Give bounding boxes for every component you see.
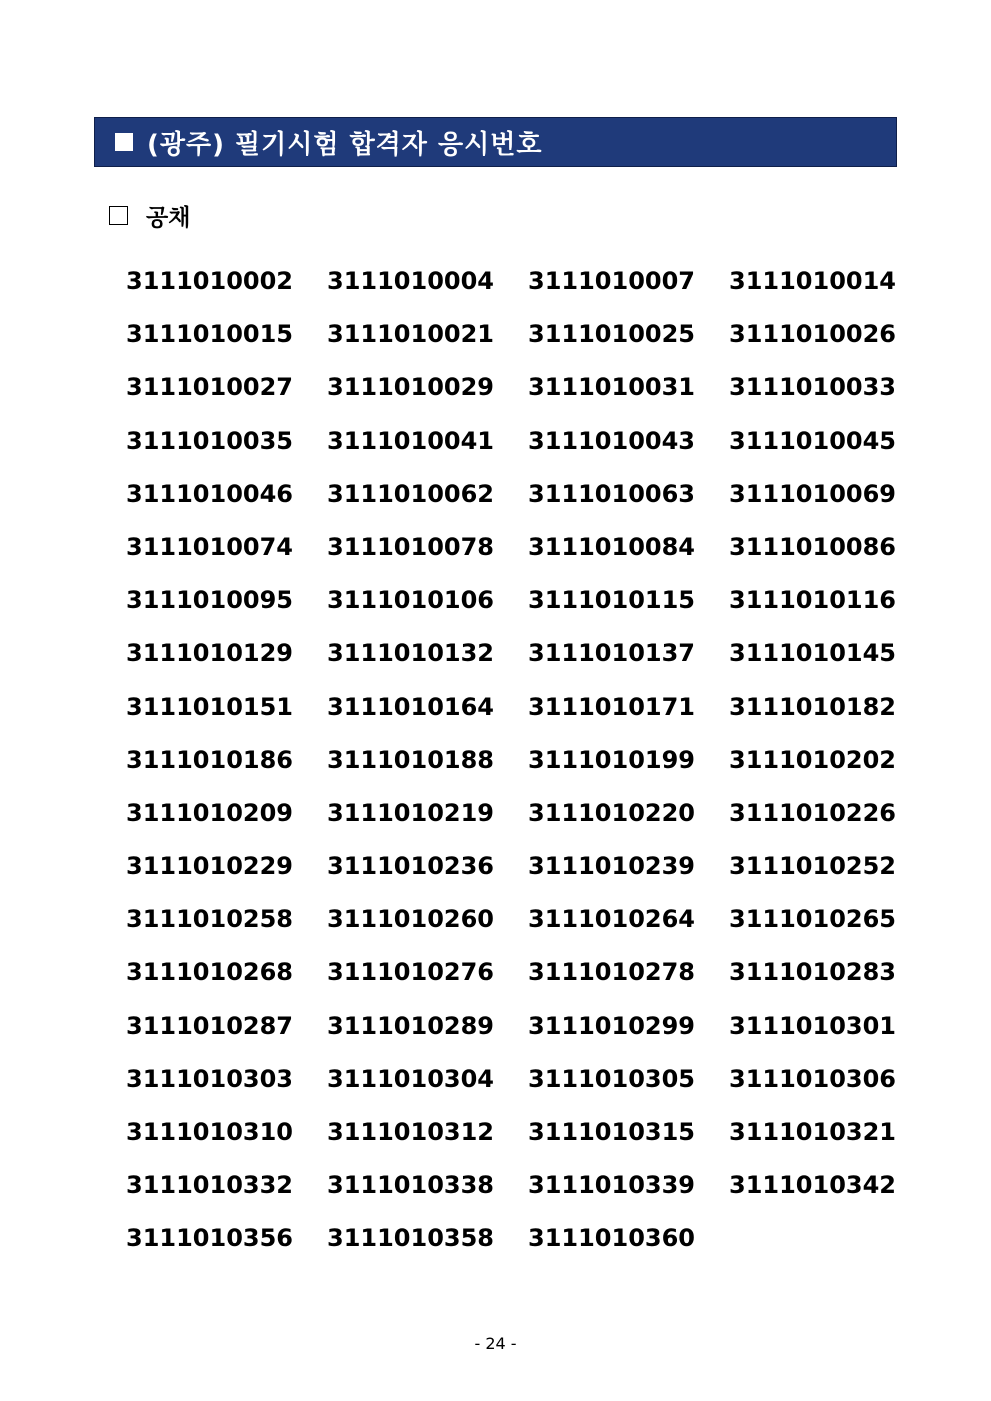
section-header-bar xyxy=(94,117,897,167)
applicant-number: 3111010115 xyxy=(528,586,695,615)
square-bullet-icon xyxy=(115,133,133,151)
applicant-number: 3111010095 xyxy=(126,586,293,615)
applicant-number: 3111010129 xyxy=(126,639,293,668)
applicant-number-grid xyxy=(126,262,896,1273)
applicant-number: 3111010046 xyxy=(126,479,293,508)
applicant-number: 3111010260 xyxy=(327,905,494,934)
applicant-number: 3111010145 xyxy=(729,639,896,668)
applicant-number: 3111010229 xyxy=(126,852,293,881)
applicant-number: 3111010312 xyxy=(327,1118,494,1146)
applicant-number: 3111010342 xyxy=(729,1171,896,1200)
applicant-number: 3111010188 xyxy=(327,745,494,774)
applicant-number: 3111010305 xyxy=(528,1064,695,1093)
applicant-number: 3111010021 xyxy=(327,320,494,349)
applicant-number: 3111010171 xyxy=(528,692,695,721)
applicant-number: 3111010025 xyxy=(528,320,695,349)
applicant-number: 3111010026 xyxy=(729,320,896,349)
applicant-number: 3111010356 xyxy=(126,1224,293,1253)
applicant-number: 3111010069 xyxy=(729,479,896,508)
applicant-number: 3111010306 xyxy=(729,1064,896,1093)
applicant-number: 3111010299 xyxy=(528,1011,695,1040)
applicant-number: 3111010265 xyxy=(729,905,896,934)
applicant-number: 3111010106 xyxy=(327,586,494,615)
applicant-number: 3111010358 xyxy=(327,1224,494,1253)
applicant-number: 3111010063 xyxy=(528,479,695,508)
applicant-number: 3111010031 xyxy=(528,373,695,402)
applicant-number: 3111010252 xyxy=(729,852,896,881)
applicant-number: 3111010239 xyxy=(528,852,695,881)
applicant-number: 3111010278 xyxy=(528,958,695,987)
applicant-number: 3111010041 xyxy=(327,426,494,455)
applicant-number: 3111010074 xyxy=(126,532,293,561)
applicant-number: 3111010360 xyxy=(528,1224,695,1253)
applicant-number: 3111010287 xyxy=(126,1011,293,1040)
applicant-number: 3111010321 xyxy=(729,1118,896,1146)
applicant-number: 3111010304 xyxy=(327,1064,494,1093)
applicant-number: 3111010132 xyxy=(327,639,494,668)
applicant-number: 3111010014 xyxy=(729,267,896,295)
applicant-number: 3111010209 xyxy=(126,798,293,827)
applicant-number: 3111010062 xyxy=(327,479,494,508)
applicant-number: 3111010015 xyxy=(126,320,293,349)
applicant-number: 3111010116 xyxy=(729,586,896,615)
applicant-number: 3111010043 xyxy=(528,426,695,455)
applicant-number: 3111010338 xyxy=(327,1171,494,1200)
applicant-number: 3111010151 xyxy=(126,692,293,721)
applicant-number: 3111010226 xyxy=(729,798,896,827)
applicant-number: 3111010007 xyxy=(528,267,695,295)
applicant-number: 3111010289 xyxy=(327,1011,494,1040)
applicant-number: 3111010164 xyxy=(327,692,494,721)
applicant-number: 3111010303 xyxy=(126,1064,293,1093)
applicant-number: 3111010301 xyxy=(729,1011,896,1040)
applicant-number: 3111010268 xyxy=(126,958,293,987)
applicant-number: 3111010332 xyxy=(126,1171,293,1200)
applicant-number: 3111010276 xyxy=(327,958,494,987)
subsection-label: 공채 xyxy=(146,205,191,231)
applicant-number: 3111010045 xyxy=(729,426,896,455)
applicant-number: 3111010033 xyxy=(729,373,896,402)
applicant-number: 3111010186 xyxy=(126,745,293,774)
subsection-heading xyxy=(109,199,190,232)
applicant-number: 3111010002 xyxy=(126,267,293,295)
applicant-number: 3111010199 xyxy=(528,745,695,774)
applicant-number: 3111010315 xyxy=(528,1118,695,1146)
page-number: - 24 - xyxy=(474,1334,517,1353)
applicant-number: 3111010310 xyxy=(126,1118,293,1146)
applicant-number: 3111010202 xyxy=(729,745,896,774)
applicant-number: 3111010004 xyxy=(327,267,494,295)
applicant-number: 3111010258 xyxy=(126,905,293,934)
applicant-number: 3111010035 xyxy=(126,426,293,455)
applicant-number: 3111010339 xyxy=(528,1171,695,1200)
applicant-number: 3111010027 xyxy=(126,373,293,402)
applicant-number: 3111010220 xyxy=(528,798,695,827)
applicant-number: 3111010236 xyxy=(327,852,494,881)
page-title: (광주) 필기시험 합격자 응시번호 xyxy=(147,129,543,160)
applicant-number: 3111010137 xyxy=(528,639,695,668)
applicant-number: 3111010078 xyxy=(327,532,494,561)
applicant-number: 3111010264 xyxy=(528,905,695,934)
applicant-number: 3111010182 xyxy=(729,692,896,721)
applicant-number: 3111010086 xyxy=(729,532,896,561)
applicant-number: 3111010219 xyxy=(327,798,494,827)
empty-square-icon xyxy=(109,206,128,225)
applicant-number: 3111010283 xyxy=(729,958,896,987)
applicant-number: 3111010029 xyxy=(327,373,494,402)
applicant-number: 3111010084 xyxy=(528,532,695,561)
